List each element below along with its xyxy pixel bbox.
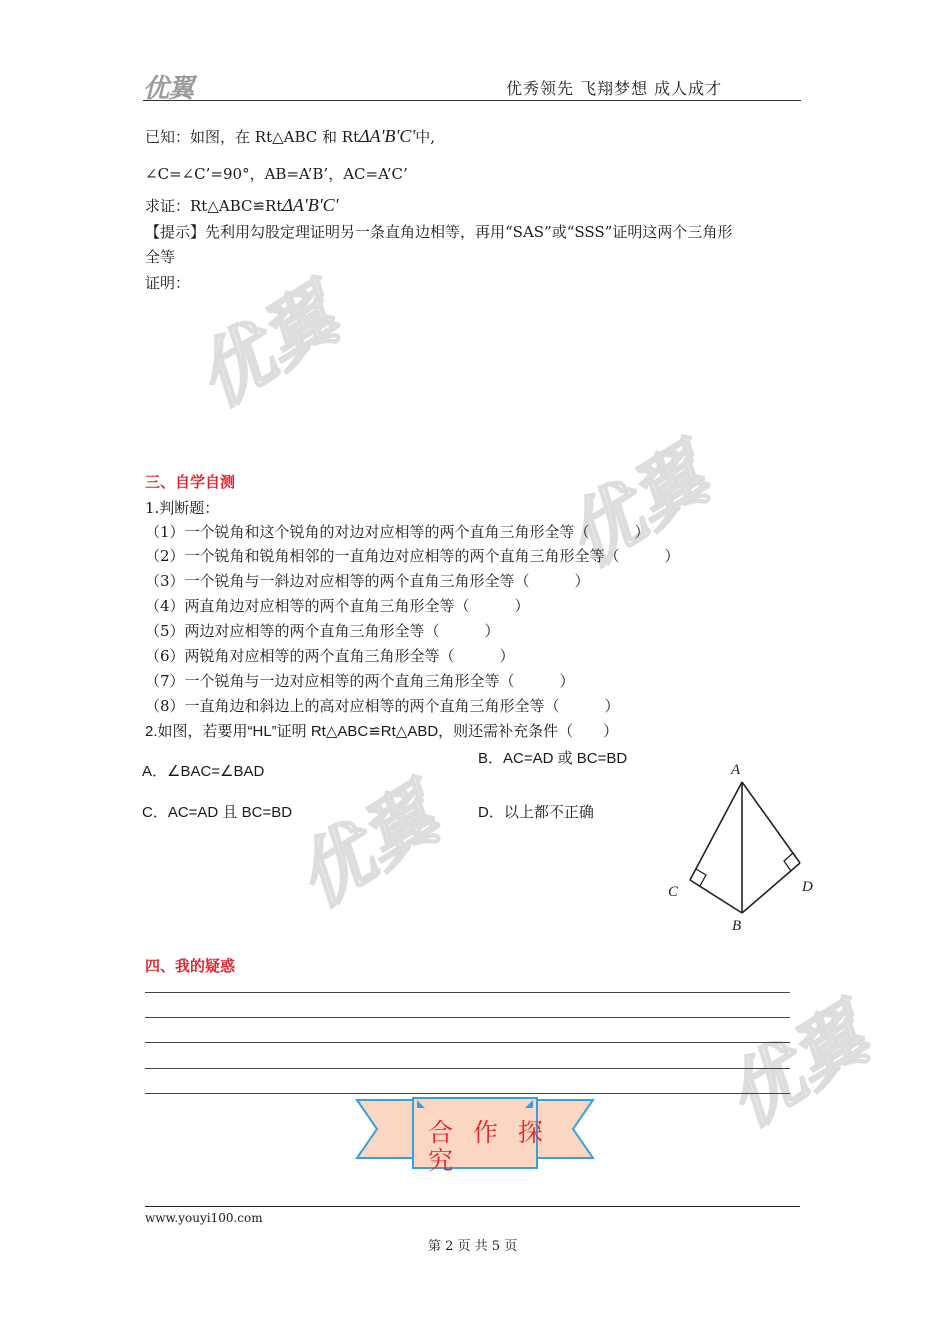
judge-item: （8）一直角边和斜边上的高对应相等的两个直角三角形全等（ ） (145, 697, 620, 715)
hint-line-2: 全等 (145, 248, 176, 266)
label-c: C (668, 884, 679, 900)
edge-cb (690, 880, 742, 913)
logo: 优翼 (143, 74, 194, 104)
hint-line-1: 【提示】先利用勾股定理证明另一条直角边相等，再用“SAS”或“SSS”证明这两个三角形 (145, 223, 733, 241)
q2-question: 2.如图，若要用“HL”证明 Rt△ABC≌Rt△ABD，则还需补充条件（ ） (145, 723, 619, 740)
label-b: B (732, 918, 742, 934)
option-c: C．AC=AD 且 BC=BD (142, 804, 293, 821)
section-4-title: 四、我的疑惑 (145, 957, 236, 975)
answer-line (145, 1068, 790, 1069)
edge-ad (742, 782, 800, 863)
judge-item: （1）一个锐角和这个锐角的对边对应相等的两个直角三角形全等（ ） (145, 523, 650, 541)
answer-line (145, 1017, 790, 1018)
footer-url: www.youyi100.com (145, 1211, 263, 1225)
judge-item: （7）一个锐角与一边对应相等的两个直角三角形全等（ ） (145, 672, 575, 690)
banner-left-tail (357, 1100, 417, 1158)
watermark: 优翼 (711, 992, 883, 1144)
label-a: A (731, 762, 741, 778)
banner-text-line-2: 究 (428, 1146, 460, 1175)
answer-line (145, 1042, 790, 1043)
triangle-figure (660, 758, 820, 938)
banner-text-line-1: 合 作 探 (428, 1118, 549, 1147)
watermark: 优翼 (551, 432, 723, 584)
answer-line (145, 1093, 790, 1094)
proof-label: 证明： (145, 274, 191, 292)
given-line-1 (145, 126, 435, 147)
option-b: B．AC=AD 或 BC=BD (478, 750, 628, 767)
given-line-2: ∠C=∠C’=90°，AB=A’B’，AC=A’C’ (145, 165, 408, 183)
right-angle-c (696, 869, 706, 886)
header-divider (143, 100, 801, 101)
answer-line (145, 992, 790, 993)
judge-item: （3）一个锐角与一斜边对应相等的两个直角三角形全等（ ） (145, 572, 590, 590)
watermark: 优翼 (181, 272, 353, 424)
prove-text: 求证：Rt△ABC≌Rt (145, 197, 283, 215)
watermark: 优翼 (281, 772, 453, 924)
footer-divider (145, 1206, 800, 1207)
given-suffix: 中, (415, 128, 435, 146)
judge-item: （2）一个锐角和锐角相邻的一直角边对应相等的两个直角三角形全等（ ） (145, 547, 680, 565)
given-text: 已知：如图，在 Rt△ABC 和 Rt (145, 128, 360, 146)
label-d: D (802, 879, 813, 895)
option-d: D．以上都不正确 (478, 804, 594, 821)
edge-ac (690, 782, 742, 880)
judge-item: （4）两直角边对应相等的两个直角三角形全等（ ） (145, 597, 530, 615)
right-angle-d (784, 853, 793, 871)
prove-line (145, 195, 338, 216)
judge-item: （5）两边对应相等的两个直角三角形全等（ ） (145, 622, 500, 640)
triangle-prime-label: ΔA'B'C' (282, 195, 339, 215)
triangle-prime-label: ΔA'B'C' (359, 126, 416, 146)
option-a: A．∠BAC=∠BAD (142, 763, 265, 780)
page-number: 第 2 页 共 5 页 (428, 1239, 518, 1254)
q1-title: 1.判断题： (145, 499, 220, 517)
section-3-title: 三、自学自测 (145, 473, 236, 491)
header-slogan: 优秀领先 飞翔梦想 成人成才 (506, 79, 723, 98)
judge-item: （6）两锐角对应相等的两个直角三角形全等（ ） (145, 647, 515, 665)
